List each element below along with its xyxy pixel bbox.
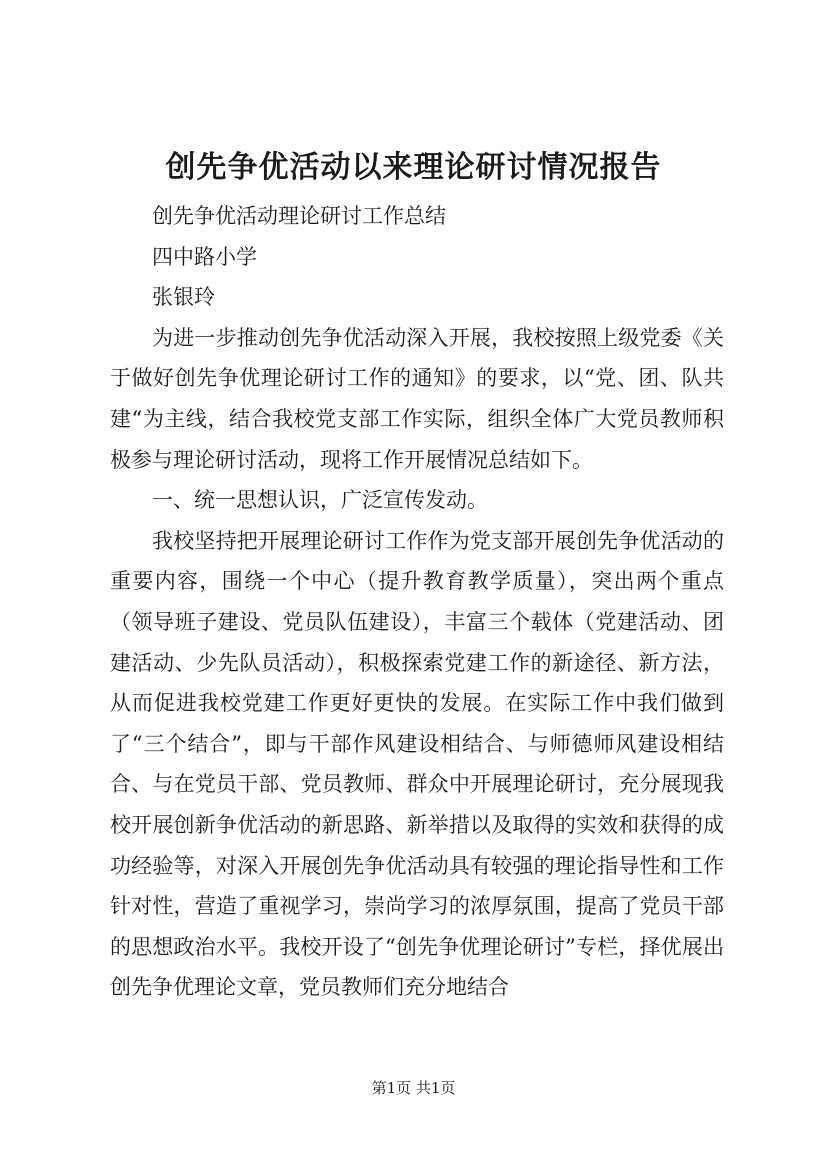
- document-body: [110, 196, 724, 1008]
- subtitle-paragraph: 创先争优活动理论研讨工作总结: [152, 204, 446, 228]
- author-name-paragraph: 张银玲: [152, 285, 215, 310]
- section-heading-1: 一、统一思想认识，广泛宣传发动。: [152, 488, 488, 513]
- page-footer: 第1页 共1页: [371, 1079, 456, 1097]
- school-name-paragraph: 四中路小学: [152, 244, 257, 269]
- intro-paragraph: 为进一步推动创先争优活动深入开展，我校按照上级党委《关于做好创先争优理论研讨工作的通知》的要求，以“党、团、队共建“为主线，结合我校党支部工作实际，组织全体广大党员教师积极参与理论研讨活动，现将工作开展情况总结如下。: [110, 325, 724, 472]
- document-title: 创先争优活动以来理论研讨情况报告: [165, 150, 662, 185]
- section-1-paragraph: 我校坚持把开展理论研讨工作作为党支部开展创先争优活动的重要内容，围绕一个中心（提升教育教学质量），突出两个重点（领导班子建设、党员队伍建设），丰富三个载体（党建活动、团建活动、少先队员活动），积极探索党建工作的新途径、新方法，从而促进我校党建工作更好更快的发展。在实际工作中我们做到了“三个结合”，即与干部作风建设相结合、与师德师风建设相结合、与在党员干部、党员教师、群众中开展理论研讨，充分展现我校开展创新争优活动的新思路、新举措以及取得的实效和获得的成功经验等，对深入开展创先争优活动具有较强的理论指导性和工作针对性，营造了重视学习，崇尚学习的浓厚氛围，提高了党员干部的思想政治水平。我校开设了“创先争优理论研讨”专栏，择优展出创先争优理论文章，党员教师们充分地结合: [110, 528, 724, 1000]
